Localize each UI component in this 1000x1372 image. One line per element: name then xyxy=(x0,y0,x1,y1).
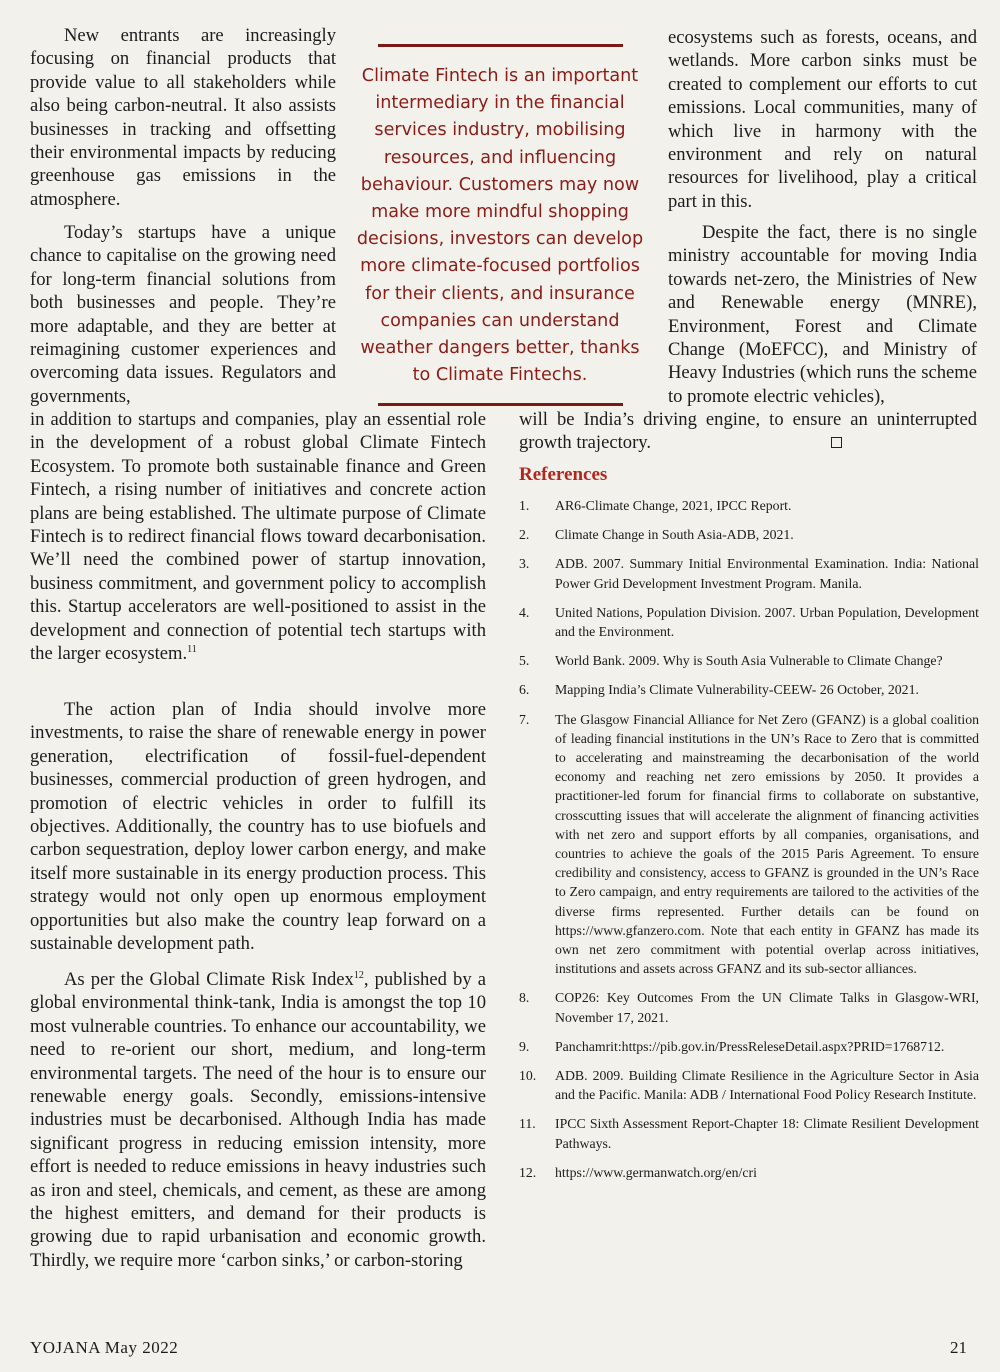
reference-text: World Bank. 2009. Why is South Asia Vulnerable to Climate Change? xyxy=(555,653,943,669)
pull-quote-text: Climate Fintech is an important intermediary in the financial services industry, mobilising resources, and influencing behaviour. Customers may now make more mindful shopping decisions, investors can develop more climate-focused portfolios for their clients, and insurance companies can understand weather dangers better, thanks to Climate Fintechs. xyxy=(356,66,644,386)
footnote-ref-11: 11 xyxy=(187,643,197,655)
reference-item xyxy=(519,710,979,979)
reference-item xyxy=(519,496,979,515)
paragraph-startups-top: Today’s startups have a unique chance to capitalise on the growing need for long-term financial solutions from both businesses and people. They’re more adaptable, and they are better at reimagining customer experiences and overcoming data issues. Regulators and governments, xyxy=(30,222,336,407)
pull-quote xyxy=(355,44,645,406)
reference-number: 4. xyxy=(519,604,530,620)
reference-item xyxy=(519,1066,979,1104)
paragraph-intro: New entrants are increasingly focusing on financial products that provide value to all stakeholders while also being carbon-neutral. It also assists businesses in tracking and offsetting their environmental impacts by reducing greenhouse gas emissions in the atmosphere. xyxy=(30,25,336,210)
reference-text: The Glasgow Financial Alliance for Net Zero (GFANZ) is a global coalition of leading financial institutions in the UN’s Race to Zero that is committed to accelerating and mainstreaming the decarbonisation of the world economy and reaching net zero emissions by 2050. It provides a practitioner-led forum for financial firms to collaborate on substantive, crosscutting issues that will accelerate the alignment of financing activities with net zero and support efforts by all companies, organisations, and countries to achieve the goals of the 2015 Paris Agreement. To ensure credibility and consistency, access to GFANZ is grounded in the UN’s Race to Zero campaign, and entry requirements are tailored to the activities of the diverse firms represented. Further details can be found on https://www.gfanzero.com. Note that each entity in GFANZ has made its own net zero commitment with potential overlap across initiatives, institutions and assets across GFANZ and its sub-sector alliances. xyxy=(555,711,979,977)
reference-text: ADB. 2009. Building Climate Resilience in the Agriculture Sector in Asia and the Pacific. Manila: ADB / International Food Policy Research Institute. xyxy=(555,1068,979,1103)
reference-number: 6. xyxy=(519,682,530,698)
reference-text: AR6-Climate Change, 2021, IPCC Report. xyxy=(555,498,792,513)
reference-text: COP26: Key Outcomes From the UN Climate Talks in Glasgow-WRI, November 17, 2021. xyxy=(555,990,979,1025)
reference-item xyxy=(519,651,979,670)
reference-item xyxy=(519,554,979,592)
footer-publication: YOJANA May 2022 xyxy=(30,1338,179,1357)
reference-number: 12. xyxy=(519,1164,537,1180)
reference-number: 3. xyxy=(519,556,530,572)
reference-item xyxy=(519,988,979,1026)
paragraph-risk-index xyxy=(30,968,486,1272)
footnote-ref-12: 12 xyxy=(353,969,364,981)
reference-number: 1. xyxy=(519,498,530,513)
paragraph-risk-text-b: , published by a global environmental think-tank, India is amongst the top 10 most vulnerable countries. To enhance our accountability, we need to re-orient our short, medium, and long-term environmental targets. The need of the hour is to ensure our renewable energy goals. Secondly, emissions-intensive industries must be decarbonised. Although India has made significant progress in reducing emission intensity, more effort is needed to reduce emissions in heavy industries such as iron and steel, chemicals, and cement, as these are among the highest emitters, and demand for their products is growing due to rapid urbanisation and economic growth. Thirdly, we require more ‘carbon sinks,’ or carbon-storing xyxy=(30,969,487,1271)
paragraph-ecosystems: ecosystems such as forests, oceans, and wetlands. More carbon sinks must be created to complement our efforts to cut emissions. Local communities, many of which live in harmony with the environment and rely on natural resources for livelihood, play a critical part in this. xyxy=(668,27,977,212)
paragraph-startups-rest xyxy=(30,408,486,665)
reference-item xyxy=(519,1163,979,1182)
reference-item xyxy=(519,1114,979,1152)
references-heading: References xyxy=(519,464,608,485)
paragraph-startups-text: in addition to startups and companies, play an essential role in the development of a robust global Climate Fintech Ecosystem. To promote both sustainable finance and Green Fintech, a rising number of initiatives and concrete action plans are being established. The ultimate purpose of Climate Fintech is to redirect financial flows toward decarbonisation. We’ll need the combined power of startup innovation, business commitment, and government policy to accomplish this. Startup accelerators are well-positioned to assist in the development and connection of potential tech startups with the larger ecosystem. xyxy=(30,409,486,665)
reference-number: 5. xyxy=(519,653,530,669)
reference-item xyxy=(519,680,979,699)
reference-text: Climate Change in South Asia-ADB, 2021. xyxy=(555,527,794,543)
reference-text: United Nations, Population Division. 2007. Urban Population, Development and the Environment. xyxy=(555,604,979,640)
reference-number: 9. xyxy=(519,1038,530,1054)
reference-number: 7. xyxy=(519,711,530,727)
reference-number: 8. xyxy=(519,990,530,1006)
paragraph-ministries-top: Despite the fact, there is no single ministry accountable for moving India towards net-zero, the Ministries of New and Renewable energy (MNRE), Environment, Forest and Climate Change (MoEFCC), and Ministry of Heavy Industries (which runs the scheme to promote electric vehicles), xyxy=(668,222,977,407)
pull-quote-bottom-rule xyxy=(378,403,623,406)
end-of-article-mark xyxy=(831,437,842,448)
reference-item xyxy=(519,603,979,641)
references-list xyxy=(519,496,979,1192)
reference-number: 11. xyxy=(519,1116,536,1132)
reference-text: Panchamrit:https://pib.gov.in/PressReleseDetail.aspx?PRID=1768712. xyxy=(555,1038,945,1054)
reference-number: 10. xyxy=(519,1068,537,1084)
paragraph-ministries-rest xyxy=(519,408,977,455)
paragraph-risk-text-a: As per the Global Climate Risk Index xyxy=(64,969,354,990)
reference-text: IPCC Sixth Assessment Report-Chapter 18: Climate Resilient Development Pathways. xyxy=(555,1116,979,1151)
reference-text: https://www.germanwatch.org/en/cri xyxy=(555,1164,757,1180)
page-number: 21 xyxy=(950,1338,967,1357)
pull-quote-top-rule xyxy=(378,44,623,47)
reference-text: Mapping India’s Climate Vulnerability-CEEW- 26 October, 2021. xyxy=(555,682,919,698)
reference-text: ADB. 2007. Summary Initial Environmental Examination. India: National Power Grid Development Investment Program. Manila. xyxy=(555,556,979,591)
reference-number: 2. xyxy=(519,527,530,543)
paragraph-action-plan: The action plan of India should involve more investments, to raise the share of renewable energy in power generation, electrification of fossil-fuel-dependent businesses, commercial production of green hydrogen, and promotion of electric vehicles in order to fulfill its objectives. Additionally, the country has to use biofuels and carbon sequestration, deploy lower carbon energy, and make itself more sustainable in its energy production process. This strategy would not only open up enormous employment opportunities but also make the country leap forward on a sustainable development path. xyxy=(30,699,486,955)
paragraph-ministries-text: will be India’s driving engine, to ensure an uninterrupted growth trajectory. xyxy=(519,409,977,454)
reference-item xyxy=(519,525,979,544)
reference-item xyxy=(519,1037,979,1056)
